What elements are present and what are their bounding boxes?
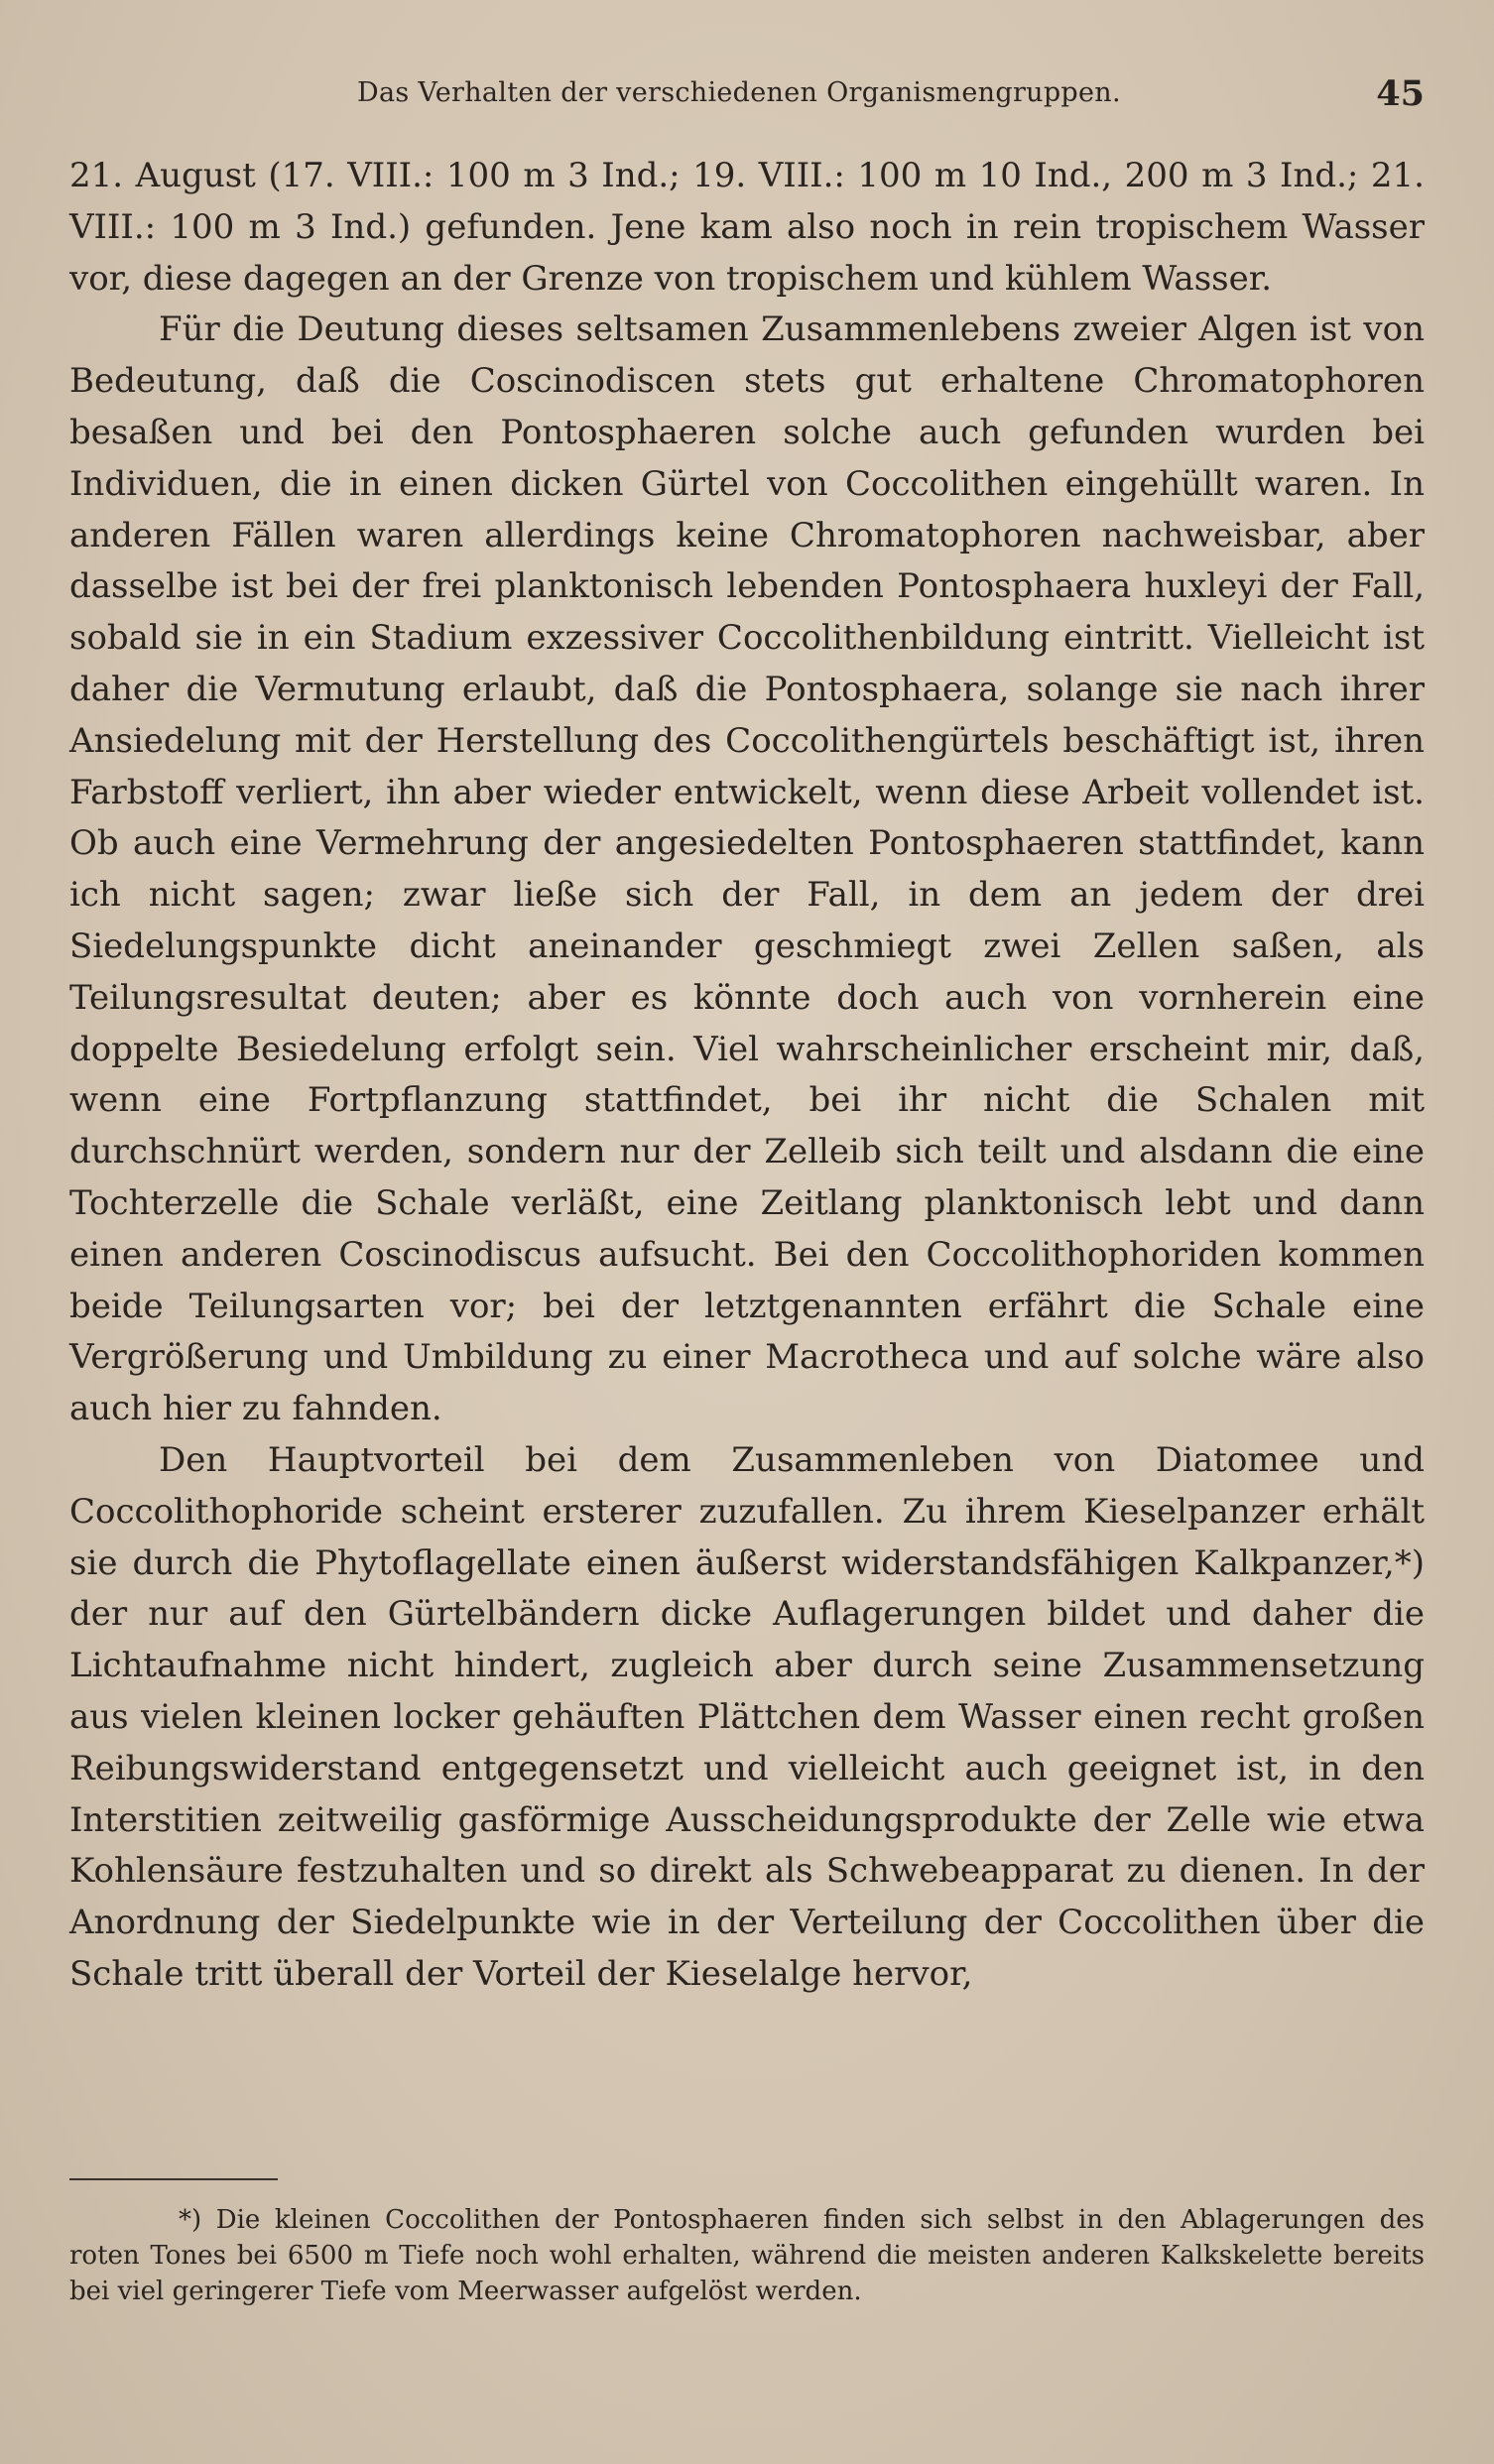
page-header [69,73,1425,127]
paragraph-continuation: 21. August (17. VIII.: 100 m 3 Ind.; 19. VIII.: 100 m 10 Ind., 200 m 3 Ind.; 21. VIII.: 100 m 3 Ind.) gefunden. Jene kam also noch in rein tropischem Wasser vor, diese dagegen an der Grenze von tropischem und kühlem Wasser. [69,156,1425,299]
footnote-divider [69,2178,278,2180]
running-title: Das Verhalten der verschiedenen Organismengruppen. [357,77,1121,108]
footnote: *) Die kleinen Coccolithen der Pontosphaeren finden sich selbst in den Ablagerungen des roten Tones bei 6500 m Tiefe noch wohl erhalten, während die meisten anderen Kalkskelette bereits bei viel geringerer Tiefe vom Meerwasser aufgelöst werden. [69,2205,1425,2306]
paragraph-advantage: Den Hauptvorteil bei dem Zusammenleben von Diatomee und Coccolithophoride scheint ersterer zuzufallen. Zu ihrem Kieselpanzer erhält sie durch die Phytoflagellate einen äußerst widerstandsfähigen Kalkpanzer,*) der nur auf den Gürtelbändern dicke Auflagerungen bildet und daher die Lichtaufnahme nicht hindert, zugleich aber durch seine Zusammensetzung aus vielen kleinen locker gehäuften Plättchen dem Wasser einen recht großen Reibungswiderstand entgegensetzt und vielleicht auch geeignet ist, in den Interstitien zeitweilig gasförmige Ausscheidungsprodukte der Zelle wie etwa Kohlensäure festzuhalten und so direkt als Schwebeapparat zu dienen. In der Anordnung der Siedelpunkte wie in der Verteilung der Coccolithen über die Schale tritt überall der Vorteil der Kieselalge hervor, [69,1439,1425,1994]
page-number: 45 [1376,73,1425,114]
body-text [69,151,1425,2001]
paragraph-interpretation: Für die Deutung dieses seltsamen Zusammenlebens zweier Algen ist von Bedeutung, daß die Coscinodiscen stets gut erhaltene Chromatophoren besaßen und bei den Pontosphaeren solche auch gefunden wurden bei Individuen, die in einen dicken Gürtel von Coccolithen eingehüllt waren. In anderen Fällen waren allerdings keine Chromatophoren nachweisbar, aber dasselbe ist bei der frei planktonisch lebenden Pontosphaera huxleyi der Fall, sobald sie in ein Stadium exzessiver Coccolithenbildung eintritt. Vielleicht ist daher die Vermutung erlaubt, daß die Pontosphaera, solange sie nach ihrer Ansiedelung mit der Herstellung des Coccolithengürtels beschäftigt ist, ihren Farbstoff verliert, ihn aber wieder entwickelt, wenn diese Arbeit vollendet ist. Ob auch eine Vermehrung der angesiedelten Pontosphaeren stattfindet, kann ich nicht sagen; zwar ließe sich der Fall, in dem an jedem der drei Siedelungspunkte dicht aneinander geschmiegt zwei Zellen saßen, als Teilungsresultat deuten; aber es könnte doch auch von vornherein eine doppelte Besiedelung erfolgt sein. Viel wahrscheinlicher erscheint mir, daß, wenn eine Fortpflanzung stattfindet, bei ihr nicht die Schalen mit durchschnürt werden, sondern nur der Zelleib sich teilt und alsdann die eine Tochterzelle die Schale verläßt, eine Zeitlang planktonisch lebt und dann einen anderen Coscinodiscus aufsucht. Bei den Coccolithophoriden kommen beide Teilungsarten vor; bei der letztgenannten erfährt die Schale eine Vergrößerung und Umbildung zu einer Macrotheca und auf solche wäre also auch hier zu fahnden. [69,309,1425,1429]
